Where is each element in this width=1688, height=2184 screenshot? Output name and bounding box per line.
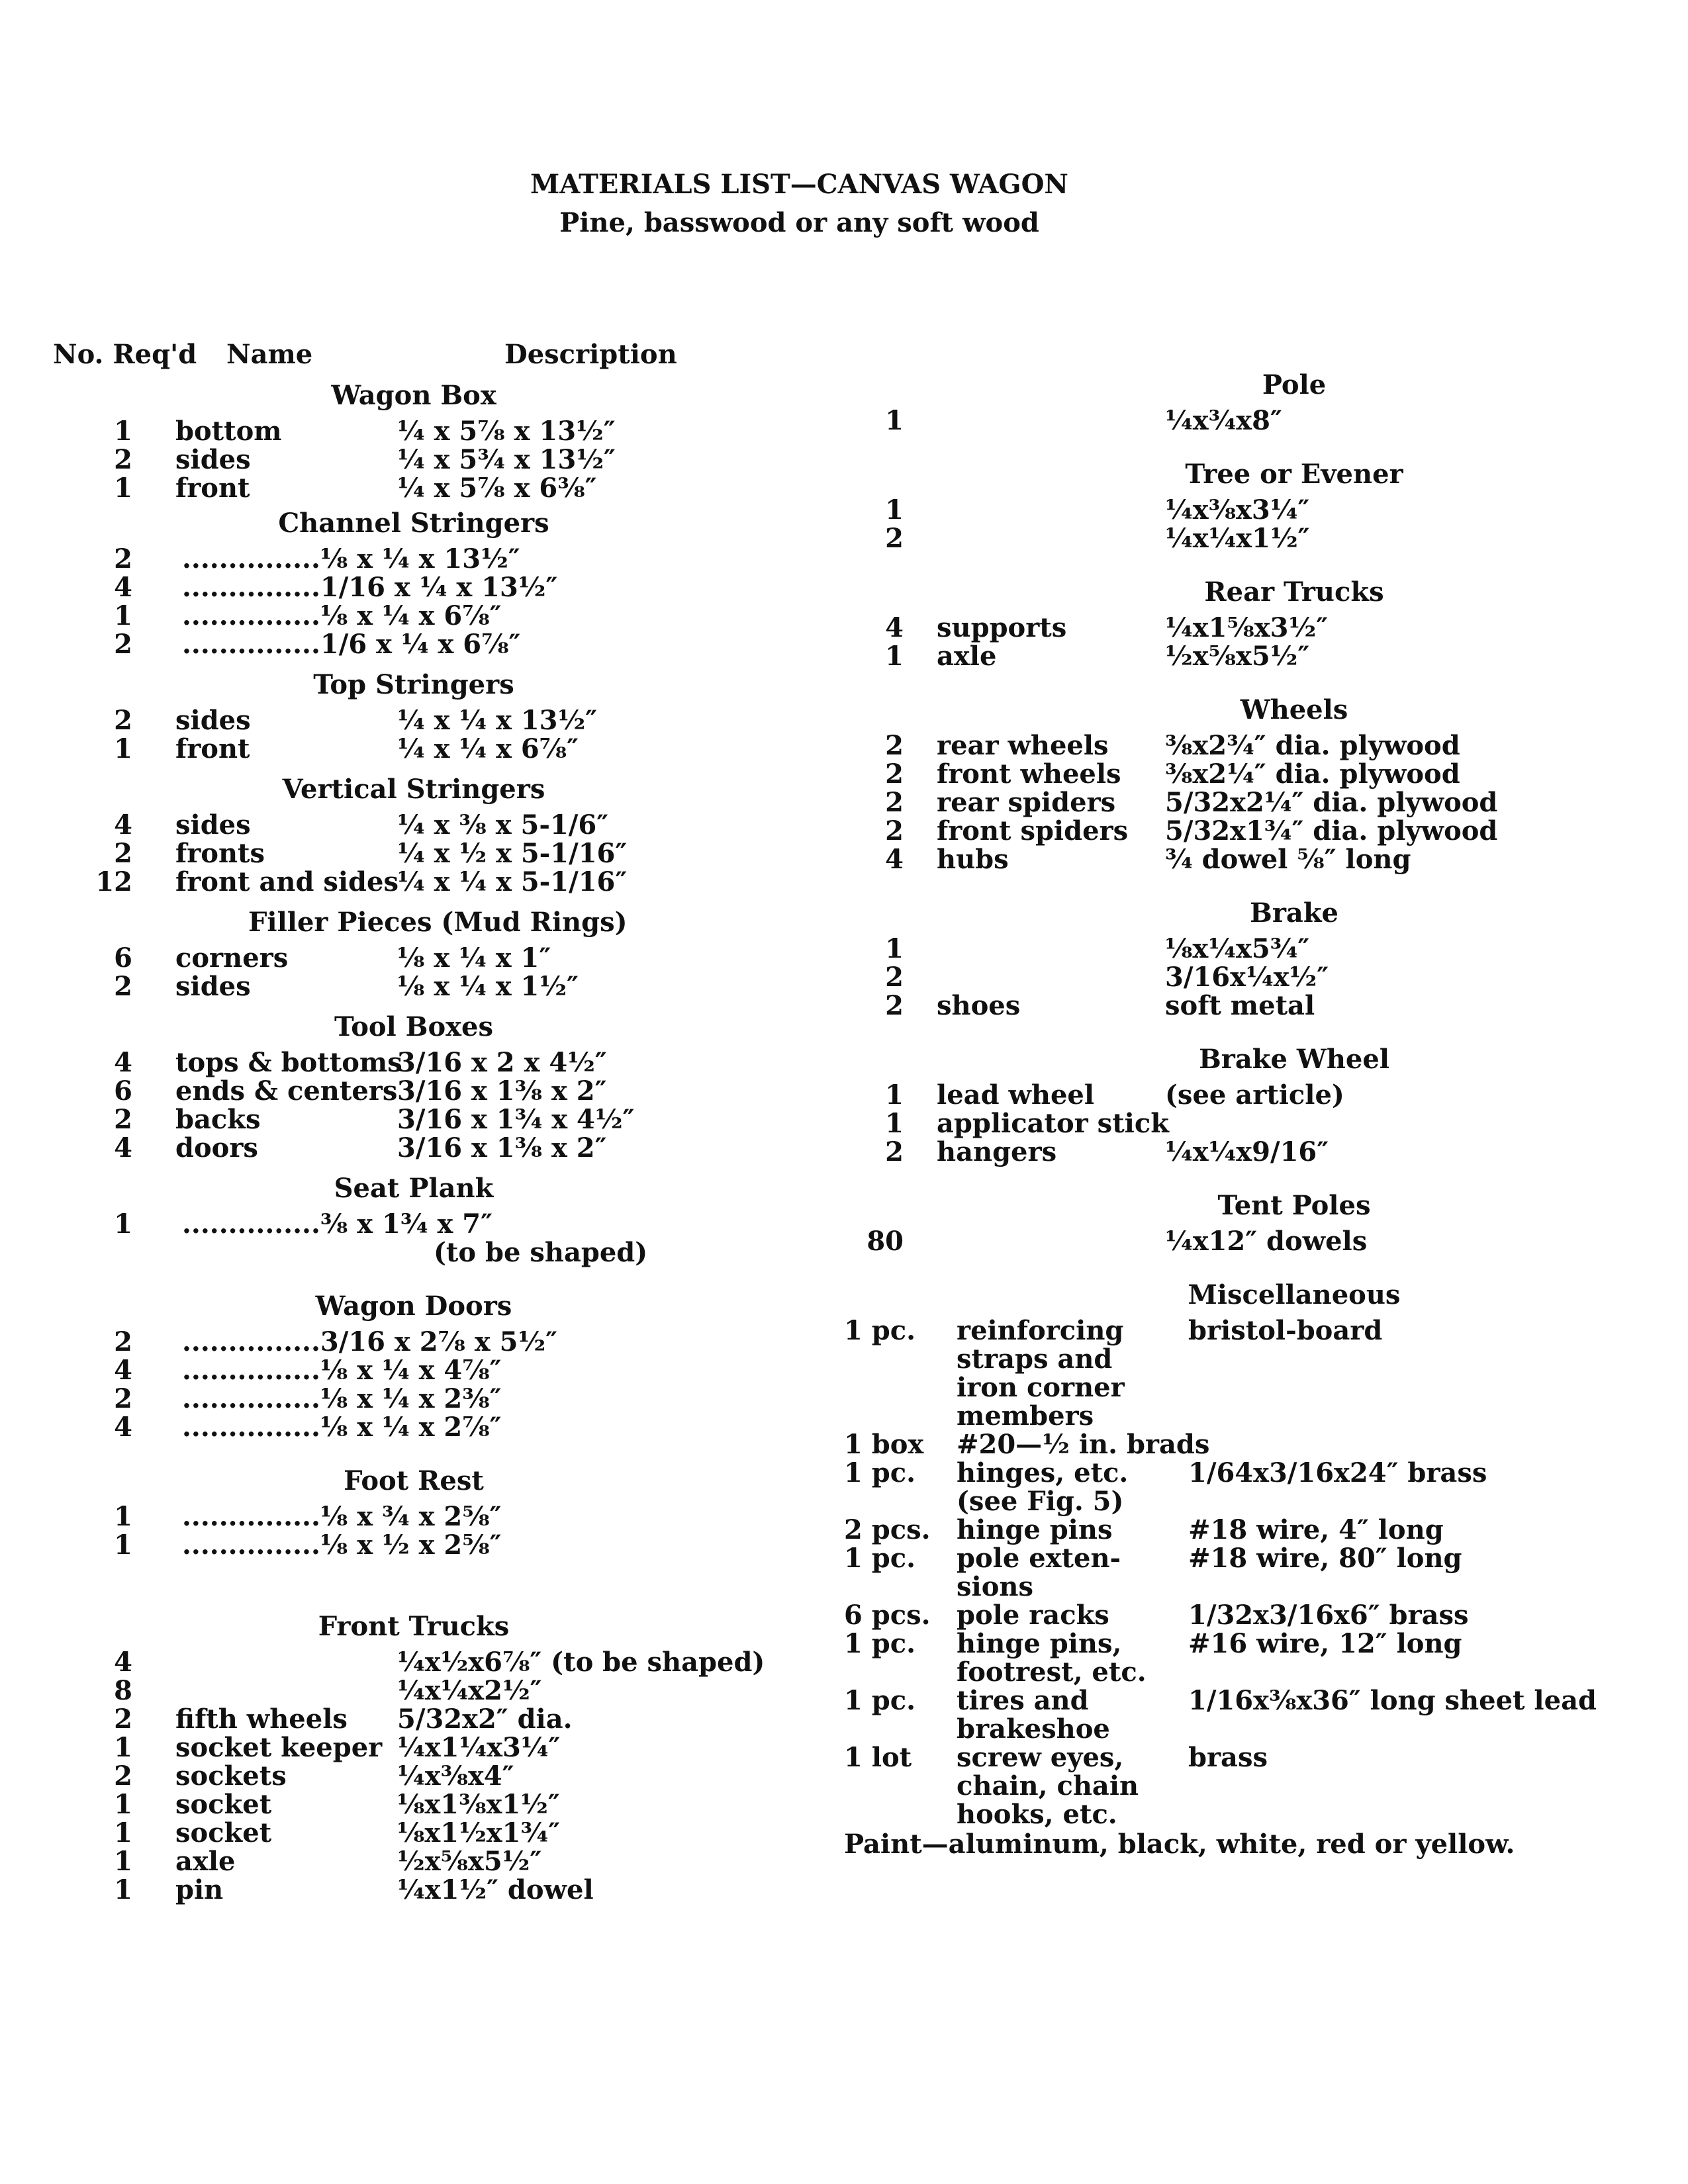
item-description: ¼x⅜x4″ bbox=[397, 1760, 514, 1792]
item-description: 3/16 x 1⅜ x 2″ bbox=[397, 1075, 607, 1107]
item-name: doors bbox=[175, 1132, 258, 1163]
list-item bbox=[844, 406, 1622, 435]
list-item bbox=[53, 1733, 794, 1762]
list-item bbox=[844, 1081, 1622, 1109]
list-item bbox=[53, 972, 794, 1001]
list-item bbox=[844, 1109, 1622, 1138]
item-name: fifth wheels bbox=[175, 1704, 348, 1735]
list-item bbox=[53, 944, 794, 972]
item-description: ⅛x1½x1¾″ bbox=[397, 1817, 561, 1848]
document-subtitle: Pine, basswood or any soft wood bbox=[559, 207, 1039, 238]
list-item bbox=[53, 811, 794, 839]
item-quantity: 2 bbox=[114, 1704, 132, 1735]
item-description: ⅛x1⅜x1½″ bbox=[397, 1789, 560, 1820]
section-heading: Miscellaneous bbox=[1188, 1279, 1401, 1310]
list-item bbox=[844, 1715, 1622, 1743]
section-heading: Brake bbox=[1250, 897, 1338, 929]
item-name: pole exten- bbox=[957, 1543, 1121, 1574]
list-item bbox=[53, 1210, 794, 1238]
list-item bbox=[53, 1531, 794, 1559]
item-quantity: 6 bbox=[114, 942, 132, 974]
item-description: ¼ x ⅜ x 5-1/6″ bbox=[397, 809, 609, 841]
list-item bbox=[844, 934, 1622, 963]
item-description: ...............⅛ x ¼ x 6⅞″ bbox=[182, 600, 502, 631]
right-column bbox=[844, 364, 1622, 1860]
materials-section bbox=[844, 892, 1622, 1020]
item-name: sockets bbox=[175, 1760, 287, 1792]
item-quantity: 2 bbox=[114, 1104, 132, 1135]
materials-section bbox=[844, 689, 1622, 874]
list-item bbox=[844, 991, 1622, 1020]
list-item bbox=[53, 706, 794, 735]
item-quantity: 2 bbox=[885, 990, 904, 1021]
item-name: sides bbox=[175, 809, 251, 841]
item-description: ¼x1⅝x3½″ bbox=[1165, 612, 1329, 643]
list-item bbox=[844, 1601, 1622, 1629]
item-quantity: 2 bbox=[885, 1136, 904, 1167]
item-name: brakeshoe bbox=[957, 1713, 1110, 1745]
section-heading: Brake Wheel bbox=[1199, 1044, 1389, 1075]
list-item bbox=[844, 1316, 1622, 1345]
list-item bbox=[53, 1847, 794, 1876]
item-name: straps and bbox=[957, 1343, 1113, 1375]
item-quantity: 2 bbox=[114, 1383, 132, 1414]
list-item bbox=[53, 545, 794, 573]
document-title: MATERIALS LIST—CANVAS WAGON bbox=[530, 169, 1068, 200]
item-quantity: 4 bbox=[885, 612, 904, 643]
item-quantity: 1 bbox=[114, 473, 132, 504]
item-name: lead wheel bbox=[937, 1079, 1095, 1111]
list-item bbox=[844, 1772, 1622, 1800]
item-quantity: 1 bbox=[114, 1846, 132, 1877]
item-name: bottom bbox=[175, 416, 282, 447]
materials-section bbox=[53, 664, 794, 763]
item-name: front wheels bbox=[937, 758, 1121, 790]
item-name: pin bbox=[175, 1874, 224, 1905]
list-item bbox=[53, 1676, 794, 1705]
item-description: #18 wire, 80″ long bbox=[1188, 1543, 1462, 1574]
list-item bbox=[844, 1629, 1622, 1658]
item-description: ¼ x ¼ x 6⅞″ bbox=[397, 733, 579, 764]
item-name: socket bbox=[175, 1817, 272, 1848]
list-item bbox=[53, 735, 794, 763]
item-quantity: 1 bbox=[885, 933, 904, 964]
item-name: sions bbox=[957, 1571, 1033, 1602]
section-heading: Wagon Box bbox=[331, 380, 496, 411]
section-heading: Tool Boxes bbox=[334, 1011, 493, 1042]
item-name: front bbox=[175, 733, 250, 764]
materials-section bbox=[53, 1006, 794, 1162]
list-item bbox=[53, 1356, 794, 1385]
item-description: ...............1/6 x ¼ x 6⅞″ bbox=[182, 629, 521, 660]
list-item bbox=[844, 1516, 1622, 1544]
list-item bbox=[844, 1227, 1622, 1255]
item-description: ...............⅛ x ¼ x 13½″ bbox=[182, 543, 520, 574]
item-quantity: 1 bbox=[114, 1529, 132, 1561]
item-description: (to be shaped) bbox=[434, 1237, 648, 1268]
item-quantity: 1 bbox=[114, 1208, 132, 1240]
list-item bbox=[844, 1572, 1622, 1601]
list-item bbox=[844, 1430, 1622, 1459]
item-quantity: 12 bbox=[95, 866, 132, 897]
item-description: ¼x¾x8″ bbox=[1165, 405, 1282, 436]
item-description: ...............⅛ x ¼ x 2⅞″ bbox=[182, 1412, 502, 1443]
item-quantity: 4 bbox=[114, 1647, 132, 1678]
item-description: ¼x¼x1½″ bbox=[1165, 523, 1310, 554]
list-item bbox=[844, 1402, 1622, 1430]
list-item bbox=[844, 1658, 1622, 1686]
list-item bbox=[53, 1705, 794, 1733]
section-heading: Wheels bbox=[1240, 694, 1348, 725]
materials-section bbox=[53, 375, 794, 502]
list-item bbox=[53, 839, 794, 868]
list-item bbox=[53, 1762, 794, 1790]
item-quantity: 4 bbox=[114, 1412, 132, 1443]
item-quantity: 2 bbox=[885, 815, 904, 846]
item-name: sides bbox=[175, 705, 251, 736]
item-name: rear wheels bbox=[937, 730, 1109, 761]
item-name: front bbox=[175, 473, 250, 504]
list-item bbox=[53, 868, 794, 896]
item-description: ¼ x ¼ x 5-1/16″ bbox=[397, 866, 628, 897]
item-quantity: 2 bbox=[114, 444, 132, 475]
item-name: socket keeper bbox=[175, 1732, 383, 1763]
item-quantity: 1 bbox=[114, 416, 132, 447]
item-quantity: 2 bbox=[885, 523, 904, 554]
list-item bbox=[53, 474, 794, 502]
item-description: ¼ x ½ x 5-1/16″ bbox=[397, 838, 628, 869]
item-description: ...............⅛ x ¾ x 2⅝″ bbox=[182, 1501, 502, 1532]
list-item bbox=[844, 845, 1622, 874]
item-description: ¼ x 5⅞ x 13½″ bbox=[397, 416, 616, 447]
item-description: ½x⅝x5½″ bbox=[1165, 641, 1310, 672]
list-item bbox=[844, 817, 1622, 845]
item-description: ...............3/16 x 2⅞ x 5½″ bbox=[182, 1326, 558, 1357]
item-quantity: 1 lot bbox=[844, 1742, 912, 1773]
section-heading: Tent Poles bbox=[1217, 1190, 1371, 1221]
item-name: pole racks bbox=[957, 1600, 1109, 1631]
item-name: reinforcing bbox=[957, 1315, 1124, 1346]
materials-section bbox=[53, 1460, 794, 1559]
list-item bbox=[53, 1238, 794, 1267]
item-quantity: 2 bbox=[114, 543, 132, 574]
item-description: 1/32x3/16x6″ brass bbox=[1188, 1600, 1469, 1631]
item-description: ¾ dowel ⅝″ long bbox=[1165, 844, 1411, 875]
item-name: hangers bbox=[937, 1136, 1057, 1167]
item-name: tops & bottoms bbox=[175, 1047, 402, 1078]
item-quantity: 2 bbox=[114, 629, 132, 660]
list-item bbox=[844, 963, 1622, 991]
item-name: members bbox=[957, 1400, 1094, 1432]
item-quantity: 8 bbox=[114, 1675, 132, 1706]
item-name: corners bbox=[175, 942, 289, 974]
list-item bbox=[53, 1134, 794, 1162]
item-quantity: 4 bbox=[114, 1132, 132, 1163]
list-item bbox=[844, 1373, 1622, 1402]
materials-section bbox=[844, 1185, 1622, 1255]
materials-section bbox=[844, 453, 1622, 553]
section-heading: Vertical Stringers bbox=[282, 774, 545, 805]
item-name: iron corner bbox=[957, 1372, 1125, 1403]
item-name: screw eyes, bbox=[957, 1742, 1124, 1773]
list-item bbox=[844, 614, 1622, 642]
list-item bbox=[844, 524, 1622, 553]
item-description: soft metal bbox=[1165, 990, 1315, 1021]
item-quantity: 1 box bbox=[844, 1429, 924, 1460]
list-item bbox=[53, 445, 794, 474]
list-item bbox=[53, 630, 794, 659]
list-item bbox=[53, 1328, 794, 1356]
list-item bbox=[844, 1544, 1622, 1572]
section-heading: Filler Pieces (Mud Rings) bbox=[248, 907, 628, 938]
section-heading: Channel Stringers bbox=[278, 508, 549, 539]
item-quantity: 4 bbox=[114, 1355, 132, 1386]
item-description: ⅜x2¼″ dia. plywood bbox=[1165, 758, 1460, 790]
item-name: footrest, etc. bbox=[957, 1657, 1147, 1688]
materials-section bbox=[53, 1606, 794, 1904]
item-description: ¼x⅜x3¼″ bbox=[1165, 494, 1310, 525]
miscellaneous-section bbox=[844, 1274, 1622, 1860]
item-quantity: 6 bbox=[114, 1075, 132, 1107]
item-description: ⅛ x ¼ x 1½″ bbox=[397, 971, 579, 1002]
column-headers bbox=[53, 336, 682, 373]
item-quantity: 2 bbox=[114, 838, 132, 869]
item-description: 1/16x⅜x36″ long sheet lead bbox=[1188, 1685, 1597, 1716]
materials-section bbox=[53, 768, 794, 896]
list-item bbox=[844, 1138, 1622, 1166]
item-quantity: 4 bbox=[114, 572, 132, 603]
item-name: ends & centers bbox=[175, 1075, 398, 1107]
list-item bbox=[844, 1686, 1622, 1715]
materials-section bbox=[53, 901, 794, 1001]
item-name: sides bbox=[175, 971, 251, 1002]
item-description: ½x⅝x5½″ bbox=[397, 1846, 542, 1877]
list-item bbox=[53, 1077, 794, 1105]
list-item bbox=[53, 1876, 794, 1904]
description-column-header: Description bbox=[504, 339, 677, 370]
item-description: ¼x¼x9/16″ bbox=[1165, 1136, 1329, 1167]
item-description: bristol-board bbox=[1188, 1315, 1383, 1346]
item-description: ⅜x2¾″ dia. plywood bbox=[1165, 730, 1460, 761]
item-quantity: 2 bbox=[114, 1760, 132, 1792]
section-heading: Rear Trucks bbox=[1204, 576, 1384, 608]
item-description: ¼ x 5¾ x 13½″ bbox=[397, 444, 616, 475]
item-quantity: 1 bbox=[114, 600, 132, 631]
materials-section bbox=[844, 571, 1622, 670]
item-description: 5/32x2¼″ dia. plywood bbox=[1165, 787, 1498, 818]
list-item bbox=[844, 1800, 1622, 1829]
item-quantity: 1 pc. bbox=[844, 1628, 916, 1659]
list-item bbox=[53, 1502, 794, 1531]
item-name: applicator stick bbox=[937, 1108, 1169, 1139]
item-description: ...............⅛ x ½ x 2⅝″ bbox=[182, 1529, 502, 1561]
item-name: socket bbox=[175, 1789, 272, 1820]
item-description: ⅛x¼x5¾″ bbox=[1165, 933, 1310, 964]
item-quantity: 1 pc. bbox=[844, 1543, 916, 1574]
left-column bbox=[53, 375, 794, 1904]
item-description: ¼x1¼x3¼″ bbox=[397, 1732, 561, 1763]
item-name: (see Fig. 5) bbox=[957, 1486, 1124, 1517]
item-quantity: 1 bbox=[885, 494, 904, 525]
item-name: chain, chain bbox=[957, 1770, 1139, 1801]
item-description: ⅛ x ¼ x 1″ bbox=[397, 942, 551, 974]
item-description: 5/32x2″ dia. bbox=[397, 1704, 573, 1735]
item-name: axle bbox=[937, 641, 997, 672]
item-description: ¼ x ¼ x 13½″ bbox=[397, 705, 598, 736]
item-quantity: 1 bbox=[114, 733, 132, 764]
list-item bbox=[53, 1105, 794, 1134]
item-quantity: 4 bbox=[885, 844, 904, 875]
item-description: ¼x½x6⅞″ (to be shaped) bbox=[397, 1647, 765, 1678]
item-description: brass bbox=[1188, 1742, 1268, 1773]
item-quantity: 1 bbox=[114, 1732, 132, 1763]
item-quantity: 1 pc. bbox=[844, 1685, 916, 1716]
item-name: hooks, etc. bbox=[957, 1799, 1117, 1830]
item-quantity: 2 bbox=[114, 971, 132, 1002]
list-item bbox=[53, 602, 794, 630]
item-name: front spiders bbox=[937, 815, 1129, 846]
list-item bbox=[844, 788, 1622, 817]
list-item bbox=[844, 1743, 1622, 1772]
item-name: front and sides bbox=[175, 866, 399, 897]
materials-section bbox=[844, 364, 1622, 435]
list-item bbox=[53, 573, 794, 602]
item-quantity: 2 bbox=[885, 730, 904, 761]
section-heading: Foot Rest bbox=[344, 1465, 484, 1496]
list-item bbox=[53, 1790, 794, 1819]
materials-section bbox=[53, 1285, 794, 1441]
item-description: ¼x1½″ dowel bbox=[397, 1874, 594, 1905]
item-name: sides bbox=[175, 444, 251, 475]
item-quantity: 2 pcs. bbox=[844, 1514, 931, 1545]
section-heading: Pole bbox=[1262, 369, 1327, 400]
item-quantity: 1 bbox=[114, 1789, 132, 1820]
item-quantity: 2 bbox=[885, 962, 904, 993]
item-quantity: 2 bbox=[885, 758, 904, 790]
item-name: hinge pins bbox=[957, 1514, 1113, 1545]
item-quantity: 6 pcs. bbox=[844, 1600, 931, 1631]
item-quantity: 1 bbox=[114, 1817, 132, 1848]
item-quantity: 1 bbox=[885, 405, 904, 436]
list-item bbox=[53, 1819, 794, 1847]
item-name: supports bbox=[937, 612, 1067, 643]
item-name: shoes bbox=[937, 990, 1021, 1021]
item-description: 5/32x1¾″ dia. plywood bbox=[1165, 815, 1498, 846]
item-name: hinges, etc. bbox=[957, 1457, 1129, 1488]
item-quantity: 1 bbox=[885, 641, 904, 672]
list-item bbox=[53, 1048, 794, 1077]
item-quantity: 1 pc. bbox=[844, 1315, 916, 1346]
item-description: 1/64x3/16x24″ brass bbox=[1188, 1457, 1487, 1488]
list-item bbox=[844, 1345, 1622, 1373]
materials-section bbox=[53, 502, 794, 659]
item-name: axle bbox=[175, 1846, 236, 1877]
item-description: 3/16 x 2 x 4½″ bbox=[397, 1047, 607, 1078]
item-description: #16 wire, 12″ long bbox=[1188, 1628, 1462, 1659]
item-quantity: 4 bbox=[114, 809, 132, 841]
list-item bbox=[53, 1413, 794, 1441]
item-name: tires and bbox=[957, 1685, 1089, 1716]
list-item bbox=[844, 1487, 1622, 1516]
item-quantity: 80 bbox=[867, 1226, 904, 1257]
item-quantity: 1 bbox=[885, 1108, 904, 1139]
item-description: ¼x¼x2½″ bbox=[397, 1675, 542, 1706]
item-quantity: 1 bbox=[114, 1501, 132, 1532]
materials-section bbox=[844, 1038, 1622, 1166]
item-quantity: 1 bbox=[885, 1079, 904, 1111]
item-description: ...............⅛ x ¼ x 4⅞″ bbox=[182, 1355, 502, 1386]
list-item bbox=[844, 760, 1622, 788]
item-description: ...............⅛ x ¼ x 2⅜″ bbox=[182, 1383, 502, 1414]
item-name: rear spiders bbox=[937, 787, 1116, 818]
section-heading: Front Trucks bbox=[318, 1611, 510, 1642]
list-item bbox=[53, 1648, 794, 1676]
item-quantity: 4 bbox=[114, 1047, 132, 1078]
item-description: ¼ x 5⅞ x 6⅜″ bbox=[397, 473, 597, 504]
list-item bbox=[53, 1385, 794, 1413]
list-item bbox=[844, 1459, 1622, 1487]
name-column-header: Name bbox=[226, 339, 313, 370]
item-description: 3/16x¼x½″ bbox=[1165, 962, 1329, 993]
item-description: ¼x12″ dowels bbox=[1165, 1226, 1368, 1257]
list-item bbox=[53, 417, 794, 445]
item-name: fronts bbox=[175, 838, 265, 869]
item-quantity: 2 bbox=[114, 705, 132, 736]
list-item bbox=[844, 496, 1622, 524]
list-item bbox=[844, 642, 1622, 670]
item-description: #18 wire, 4″ long bbox=[1188, 1514, 1444, 1545]
item-description: 3/16 x 1⅜ x 2″ bbox=[397, 1132, 607, 1163]
item-name: hinge pins, bbox=[957, 1628, 1122, 1659]
item-name: hubs bbox=[937, 844, 1009, 875]
item-quantity: 1 bbox=[114, 1874, 132, 1905]
section-heading: Tree or Evener bbox=[1185, 459, 1403, 490]
section-heading: Top Stringers bbox=[313, 669, 514, 700]
item-quantity: 2 bbox=[885, 787, 904, 818]
item-description: 3/16 x 1¾ x 4½″ bbox=[397, 1104, 635, 1135]
item-description: ...............1/16 x ¼ x 13½″ bbox=[182, 572, 558, 603]
document-header bbox=[0, 165, 1599, 242]
section-heading: Seat Plank bbox=[334, 1173, 494, 1204]
item-description: (see article) bbox=[1165, 1079, 1344, 1111]
item-quantity: 1 pc. bbox=[844, 1457, 916, 1488]
item-name: #20—½ in. brads bbox=[957, 1429, 1210, 1460]
item-quantity: 2 bbox=[114, 1326, 132, 1357]
section-heading: Wagon Doors bbox=[315, 1291, 512, 1322]
list-item bbox=[844, 731, 1622, 760]
item-name: backs bbox=[175, 1104, 261, 1135]
qty-column-header: No. Req'd bbox=[53, 339, 197, 370]
paint-note: Paint—aluminum, black, white, red or yellow. bbox=[844, 1829, 1515, 1860]
item-description: ...............⅜ x 1¾ x 7″ bbox=[182, 1208, 492, 1240]
materials-section bbox=[53, 1167, 794, 1267]
